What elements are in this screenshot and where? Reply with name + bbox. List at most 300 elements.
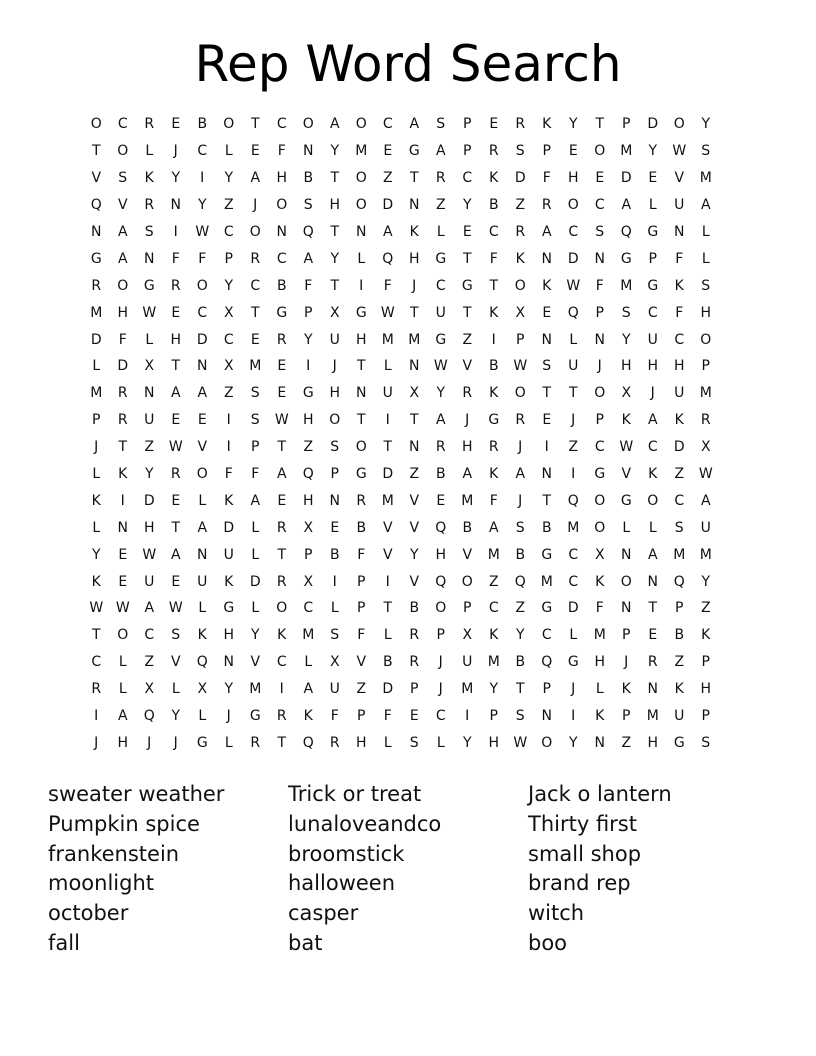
- word-item: halloween: [288, 871, 396, 896]
- grid-cell: L: [198, 708, 207, 725]
- grid-cell: O: [355, 116, 367, 133]
- grid-cell: M: [90, 304, 103, 321]
- grid-cell: F: [383, 277, 392, 294]
- grid-cell: H: [276, 170, 288, 187]
- grid-cell: C: [303, 600, 314, 617]
- grid-cell: N: [647, 573, 658, 590]
- grid-cell: M: [699, 385, 712, 402]
- grid-cell: J: [465, 412, 470, 429]
- grid-cell: A: [462, 466, 473, 483]
- grid-cell: Z: [435, 197, 446, 214]
- word-column-2: [288, 780, 528, 959]
- grid-cell: C: [91, 654, 102, 671]
- grid-cell: O: [647, 492, 659, 509]
- grid-cell: L: [595, 681, 604, 698]
- grid-cell: Z: [568, 439, 579, 456]
- grid-cell: J: [518, 492, 523, 509]
- page-title: Rep Word Search: [194, 35, 622, 93]
- grid-cell: Y: [171, 170, 181, 187]
- grid-cell: S: [621, 304, 631, 321]
- grid-cell: T: [648, 600, 658, 617]
- grid-cell: V: [382, 519, 393, 536]
- grid-cell: I: [544, 439, 549, 456]
- grid-cell: O: [196, 277, 208, 294]
- grid-cell: J: [253, 197, 258, 214]
- grid-cell: K: [197, 627, 207, 644]
- grid-cell: F: [224, 466, 233, 483]
- grid-cell: N: [594, 331, 605, 348]
- word-list: [48, 780, 768, 959]
- grid-cell: D: [514, 170, 526, 187]
- grid-cell: G: [541, 546, 553, 563]
- grid-cell: E: [171, 304, 181, 321]
- grid-cell: G: [302, 385, 314, 402]
- grid-cell: M: [487, 546, 500, 563]
- grid-cell: E: [436, 492, 446, 509]
- grid-cell: X: [197, 681, 208, 698]
- grid-cell: P: [701, 358, 710, 375]
- grid-cell: U: [674, 708, 685, 725]
- grid-cell: N: [329, 492, 340, 509]
- grid-cell: L: [383, 358, 392, 375]
- grid-cell: T: [91, 143, 101, 160]
- grid-cell: K: [674, 681, 684, 698]
- grid-cell: H: [329, 385, 341, 402]
- grid-cell: G: [249, 708, 261, 725]
- grid-cell: R: [117, 412, 128, 429]
- grid-cell: V: [250, 654, 261, 671]
- grid-cell: F: [118, 331, 127, 348]
- grid-cell: K: [595, 708, 605, 725]
- grid-cell: T: [383, 439, 393, 456]
- grid-cell: W: [274, 412, 289, 429]
- grid-cell: W: [115, 600, 130, 617]
- grid-cell: A: [488, 519, 499, 536]
- grid-cell: X: [700, 439, 711, 456]
- grid-cell: R: [276, 331, 287, 348]
- grid-cell: H: [223, 627, 235, 644]
- grid-cell: G: [461, 277, 473, 294]
- grid-cell: P: [357, 600, 366, 617]
- grid-cell: D: [196, 331, 208, 348]
- grid-cell: J: [94, 439, 99, 456]
- grid-cell: M: [302, 627, 315, 644]
- grid-cell: F: [595, 277, 604, 294]
- grid-cell: N: [409, 439, 420, 456]
- grid-cell: N: [144, 385, 155, 402]
- grid-cell: L: [701, 224, 710, 240]
- grid-cell: C: [117, 116, 128, 133]
- grid-cell: O: [329, 412, 341, 429]
- grid-cell: B: [303, 170, 314, 187]
- grid-cell: A: [647, 546, 658, 563]
- grid-cell: W: [433, 358, 448, 375]
- grid-cell: W: [168, 439, 183, 456]
- grid-cell: D: [382, 197, 394, 214]
- grid-cell: B: [197, 116, 208, 133]
- grid-cell: B: [276, 277, 287, 294]
- grid-cell: O: [594, 519, 606, 536]
- grid-cell: A: [144, 600, 155, 617]
- grid-cell: T: [542, 385, 552, 402]
- grid-cell: H: [117, 734, 129, 751]
- grid-cell: R: [515, 412, 526, 429]
- grid-cell: T: [462, 250, 472, 267]
- grid-cell: Z: [700, 600, 711, 617]
- word-item: broomstick: [288, 841, 405, 866]
- grid-cell: Q: [435, 519, 447, 536]
- grid-cell: B: [541, 519, 552, 536]
- grid-cell: U: [647, 331, 658, 348]
- grid-cell: X: [303, 573, 314, 590]
- grid-cell: R: [170, 277, 181, 294]
- grid-cell: K: [542, 277, 552, 294]
- word-item: frankenstein: [48, 841, 180, 866]
- grid-cell: T: [356, 412, 366, 429]
- grid-cell: M: [381, 492, 394, 509]
- grid-cell: C: [250, 277, 261, 294]
- grid-cell: Y: [224, 681, 234, 698]
- grid-cell: F: [595, 600, 604, 617]
- grid-cell: D: [382, 466, 394, 483]
- grid-cell: T: [250, 304, 260, 321]
- grid-cell: N: [541, 708, 552, 725]
- grid-cell: O: [594, 492, 606, 509]
- grid-cell: Z: [409, 466, 420, 483]
- grid-cell: X: [594, 546, 605, 563]
- grid-cell: P: [224, 250, 233, 267]
- grid-cell: W: [380, 304, 395, 321]
- grid-cell: R: [488, 143, 499, 160]
- word-item: Trick or treat: [288, 782, 422, 806]
- grid-cell: Q: [567, 304, 579, 321]
- grid-cell: J: [94, 734, 99, 751]
- grid-cell: T: [409, 304, 419, 321]
- grid-cell: M: [249, 681, 262, 698]
- grid-cell: C: [568, 224, 579, 240]
- grid-cell: I: [120, 492, 125, 509]
- grid-cell: K: [648, 466, 658, 483]
- grid-cell: R: [409, 654, 420, 671]
- letter-grid: [83, 111, 719, 756]
- grid-cell: B: [488, 197, 499, 214]
- grid-cell: S: [409, 734, 419, 751]
- word-column-3: [528, 780, 768, 959]
- grid-cell: V: [409, 519, 420, 536]
- grid-cell: V: [674, 170, 685, 187]
- grid-cell: X: [223, 358, 234, 375]
- grid-cell: V: [462, 358, 473, 375]
- grid-cell: E: [250, 331, 260, 348]
- grid-cell: M: [355, 143, 368, 160]
- grid-cell: P: [357, 708, 366, 725]
- word-item: bat: [288, 930, 323, 955]
- grid-cell: K: [118, 466, 128, 483]
- grid-cell: J: [438, 681, 443, 698]
- grid-cell: P: [542, 143, 551, 160]
- grid-cell: B: [409, 600, 420, 617]
- grid-cell: T: [462, 304, 472, 321]
- grid-cell: H: [673, 358, 685, 375]
- grid-cell: L: [357, 250, 366, 267]
- grid-cell: A: [117, 708, 128, 725]
- grid-cell: Y: [409, 546, 419, 563]
- grid-cell: T: [595, 116, 605, 133]
- grid-cell: Y: [330, 250, 340, 267]
- grid-cell: F: [489, 492, 498, 509]
- grid-cell: P: [622, 708, 631, 725]
- grid-cell: K: [409, 224, 419, 240]
- grid-cell: H: [143, 519, 155, 536]
- grid-cell: V: [197, 439, 208, 456]
- grid-cell: L: [569, 331, 578, 348]
- grid-cell: E: [409, 708, 419, 725]
- grid-cell: Y: [330, 143, 340, 160]
- grid-cell: G: [541, 600, 553, 617]
- grid-cell: N: [223, 654, 234, 671]
- grid-cell: C: [568, 546, 579, 563]
- grid-cell: F: [489, 250, 498, 267]
- grid-cell: A: [197, 385, 208, 402]
- grid-cell: T: [409, 412, 419, 429]
- grid-cell: A: [250, 170, 261, 187]
- grid-cell: X: [621, 385, 632, 402]
- grid-cell: Z: [356, 681, 367, 698]
- grid-cell: G: [620, 492, 632, 509]
- grid-cell: H: [647, 734, 659, 751]
- grid-cell: U: [462, 654, 473, 671]
- grid-cell: L: [145, 331, 154, 348]
- grid-cell: K: [144, 170, 154, 187]
- grid-cell: G: [488, 412, 500, 429]
- grid-cell: N: [409, 197, 420, 214]
- grid-cell: T: [330, 170, 340, 187]
- grid-cell: G: [435, 250, 447, 267]
- grid-cell: U: [382, 385, 393, 402]
- grid-cell: V: [409, 573, 420, 590]
- grid-cell: K: [515, 250, 525, 267]
- grid-cell: C: [435, 708, 446, 725]
- grid-cell: T: [171, 358, 181, 375]
- grid-cell: M: [699, 546, 712, 563]
- grid-cell: L: [118, 681, 127, 698]
- grid-cell: T: [515, 681, 525, 698]
- grid-cell: A: [117, 224, 128, 240]
- grid-cell: C: [462, 170, 473, 187]
- grid-cell: P: [675, 600, 684, 617]
- grid-cell: A: [541, 224, 552, 240]
- grid-cell: L: [224, 734, 233, 751]
- grid-cell: G: [435, 331, 447, 348]
- grid-cell: O: [276, 197, 288, 214]
- grid-cell: K: [489, 304, 499, 321]
- grid-cell: A: [382, 224, 393, 240]
- grid-cell: V: [409, 492, 420, 509]
- grid-cell: E: [542, 412, 552, 429]
- grid-cell: O: [117, 627, 129, 644]
- grid-cell: K: [595, 573, 605, 590]
- grid-cell: Z: [674, 466, 685, 483]
- grid-cell: C: [435, 277, 446, 294]
- grid-cell: O: [355, 170, 367, 187]
- grid-cell: P: [330, 466, 339, 483]
- grid-cell: G: [143, 277, 155, 294]
- grid-cell: Q: [302, 734, 314, 751]
- grid-cell: I: [465, 708, 470, 725]
- grid-cell: X: [144, 358, 155, 375]
- grid-cell: E: [648, 170, 658, 187]
- word-item: casper: [288, 901, 359, 926]
- grid-cell: C: [594, 197, 605, 214]
- grid-cell: I: [359, 277, 364, 294]
- grid-cell: O: [90, 116, 102, 133]
- grid-cell: G: [647, 277, 659, 294]
- grid-cell: P: [489, 708, 498, 725]
- grid-cell: A: [197, 519, 208, 536]
- grid-cell: Y: [462, 197, 472, 214]
- grid-cell: C: [223, 224, 234, 240]
- grid-cell: K: [277, 627, 287, 644]
- grid-cell: C: [276, 116, 287, 133]
- grid-cell: L: [198, 600, 207, 617]
- grid-cell: W: [142, 304, 157, 321]
- grid-cell: T: [250, 116, 260, 133]
- grid-cell: R: [488, 439, 499, 456]
- grid-cell: E: [277, 492, 287, 509]
- grid-cell: S: [330, 439, 340, 456]
- grid-cell: X: [329, 654, 340, 671]
- grid-cell: J: [147, 734, 152, 751]
- grid-cell: N: [674, 224, 685, 240]
- grid-cell: P: [463, 116, 472, 133]
- grid-cell: Z: [382, 170, 393, 187]
- grid-cell: C: [276, 250, 287, 267]
- grid-cell: L: [198, 492, 207, 509]
- grid-cell: E: [277, 358, 287, 375]
- grid-cell: Z: [674, 654, 685, 671]
- grid-cell: H: [355, 331, 367, 348]
- grid-cell: L: [92, 358, 101, 375]
- grid-cell: E: [648, 627, 658, 644]
- grid-cell: O: [276, 600, 288, 617]
- grid-cell: E: [118, 573, 128, 590]
- grid-cell: P: [436, 627, 445, 644]
- grid-cell: M: [699, 170, 712, 187]
- grid-cell: C: [197, 304, 208, 321]
- grid-cell: I: [200, 170, 205, 187]
- grid-cell: F: [542, 170, 551, 187]
- grid-cell: A: [170, 385, 181, 402]
- grid-cell: Q: [567, 492, 579, 509]
- grid-cell: F: [383, 708, 392, 725]
- grid-cell: R: [144, 116, 155, 133]
- grid-cell: E: [197, 412, 207, 429]
- grid-cell: F: [675, 304, 684, 321]
- grid-cell: R: [117, 385, 128, 402]
- grid-cell: N: [117, 519, 128, 536]
- grid-cell: F: [330, 708, 339, 725]
- grid-cell: O: [594, 143, 606, 160]
- grid-cell: C: [197, 143, 208, 160]
- grid-cell: J: [650, 385, 655, 402]
- grid-cell: R: [700, 412, 711, 429]
- grid-cell: N: [621, 546, 632, 563]
- grid-cell: R: [409, 627, 420, 644]
- grid-cell: G: [567, 654, 579, 671]
- grid-cell: R: [356, 492, 367, 509]
- grid-cell: L: [145, 143, 154, 160]
- grid-cell: G: [223, 600, 235, 617]
- grid-cell: Y: [462, 734, 472, 751]
- grid-cell: P: [410, 681, 419, 698]
- grid-cell: W: [698, 466, 713, 483]
- grid-cell: N: [197, 546, 208, 563]
- grid-cell: Z: [223, 385, 234, 402]
- grid-cell: P: [304, 546, 313, 563]
- grid-cell: J: [571, 681, 576, 698]
- grid-cell: S: [674, 519, 684, 536]
- grid-cell: L: [383, 734, 392, 751]
- grid-cell: P: [701, 708, 710, 725]
- grid-cell: B: [515, 546, 526, 563]
- grid-cell: H: [408, 250, 420, 267]
- grid-cell: P: [622, 627, 631, 644]
- grid-cell: A: [250, 492, 261, 509]
- grid-cell: O: [594, 385, 606, 402]
- grid-cell: F: [171, 250, 180, 267]
- grid-cell: N: [303, 143, 314, 160]
- grid-cell: U: [329, 331, 340, 348]
- word-item: small shop: [528, 841, 642, 866]
- grid-cell: R: [435, 170, 446, 187]
- word-item: boo: [528, 930, 568, 955]
- grid-cell: R: [250, 250, 261, 267]
- grid-cell: B: [356, 519, 367, 536]
- grid-cell: R: [170, 466, 181, 483]
- grid-cell: O: [567, 197, 579, 214]
- grid-cell: R: [91, 277, 102, 294]
- grid-cell: A: [435, 143, 446, 160]
- grid-cell: E: [277, 385, 287, 402]
- grid-cell: H: [461, 439, 473, 456]
- grid-cell: L: [436, 224, 445, 240]
- grid-cell: R: [250, 734, 261, 751]
- grid-cell: T: [568, 385, 578, 402]
- grid-cell: E: [542, 304, 552, 321]
- grid-cell: F: [277, 143, 286, 160]
- grid-cell: D: [567, 250, 579, 267]
- grid-cell: I: [332, 573, 337, 590]
- grid-cell: I: [306, 358, 311, 375]
- grid-cell: D: [382, 681, 394, 698]
- grid-cell: O: [223, 116, 235, 133]
- grid-cell: L: [383, 627, 392, 644]
- grid-cell: Y: [701, 116, 711, 133]
- grid-cell: D: [143, 492, 155, 509]
- grid-cell: A: [170, 546, 181, 563]
- grid-cell: Z: [515, 600, 526, 617]
- grid-cell: K: [674, 277, 684, 294]
- grid-cell: Y: [303, 331, 313, 348]
- grid-cell: L: [569, 627, 578, 644]
- grid-cell: T: [91, 627, 101, 644]
- grid-cell: J: [173, 143, 178, 160]
- grid-cell: G: [355, 304, 367, 321]
- grid-cell: L: [92, 519, 101, 536]
- grid-cell: A: [276, 466, 287, 483]
- grid-cell: V: [382, 546, 393, 563]
- grid-cell: R: [276, 708, 287, 725]
